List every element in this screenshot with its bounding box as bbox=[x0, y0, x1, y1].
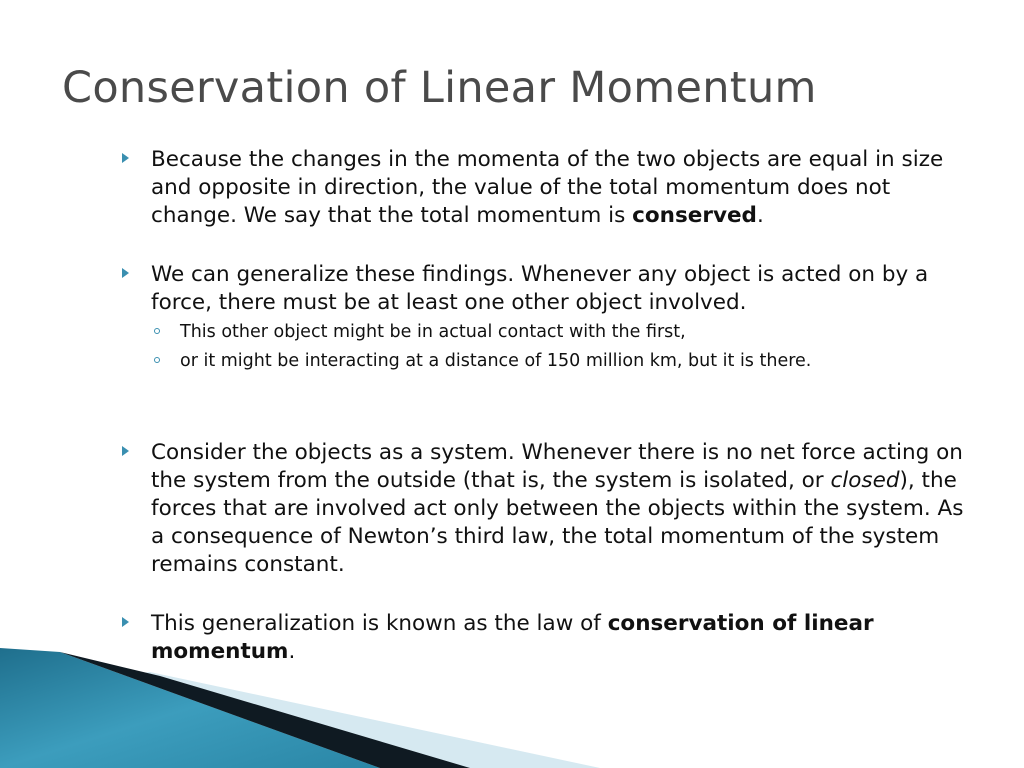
bullet-text-part: ), the forces that are involved act only between the objects within the system. As a consequence of Newton’s third law, the total momentum of the system remains constant. bbox=[151, 468, 964, 577]
bullet-text-part: Because the changes in the momenta of the two objects are equal in size and opposite in direction, the value of the total momentum does not change. We say that the total momentum is bbox=[151, 147, 944, 228]
bullet-text-bold: conserved bbox=[632, 203, 757, 228]
bullet-text-bold: conservation of linear momentum bbox=[151, 611, 874, 664]
sub-bullet-text: or it might be interacting at a distance of 150 million km, but it is there. bbox=[180, 351, 812, 371]
bullet-text-part: This generalization is known as the law of bbox=[151, 611, 608, 636]
bullet-text-italic: closed bbox=[830, 468, 900, 493]
bullet-text-part: . bbox=[288, 639, 296, 664]
bullet-text: We can generalize these findings. Whenever any object is acted on by a force, there must be at least one other object involved. bbox=[151, 262, 929, 315]
bullet-text-part: Consider the objects as a system. Whenever there is no net force acting on the system from the outside (that is, the system is isolated, or bbox=[151, 440, 963, 493]
slide-title: Conservation of Linear Momentum bbox=[62, 63, 817, 113]
teal-band-shape bbox=[0, 648, 380, 768]
sub-bullet-text: This other object might be in actual contact with the first, bbox=[180, 322, 686, 342]
bullet-text-part: . bbox=[756, 203, 764, 228]
